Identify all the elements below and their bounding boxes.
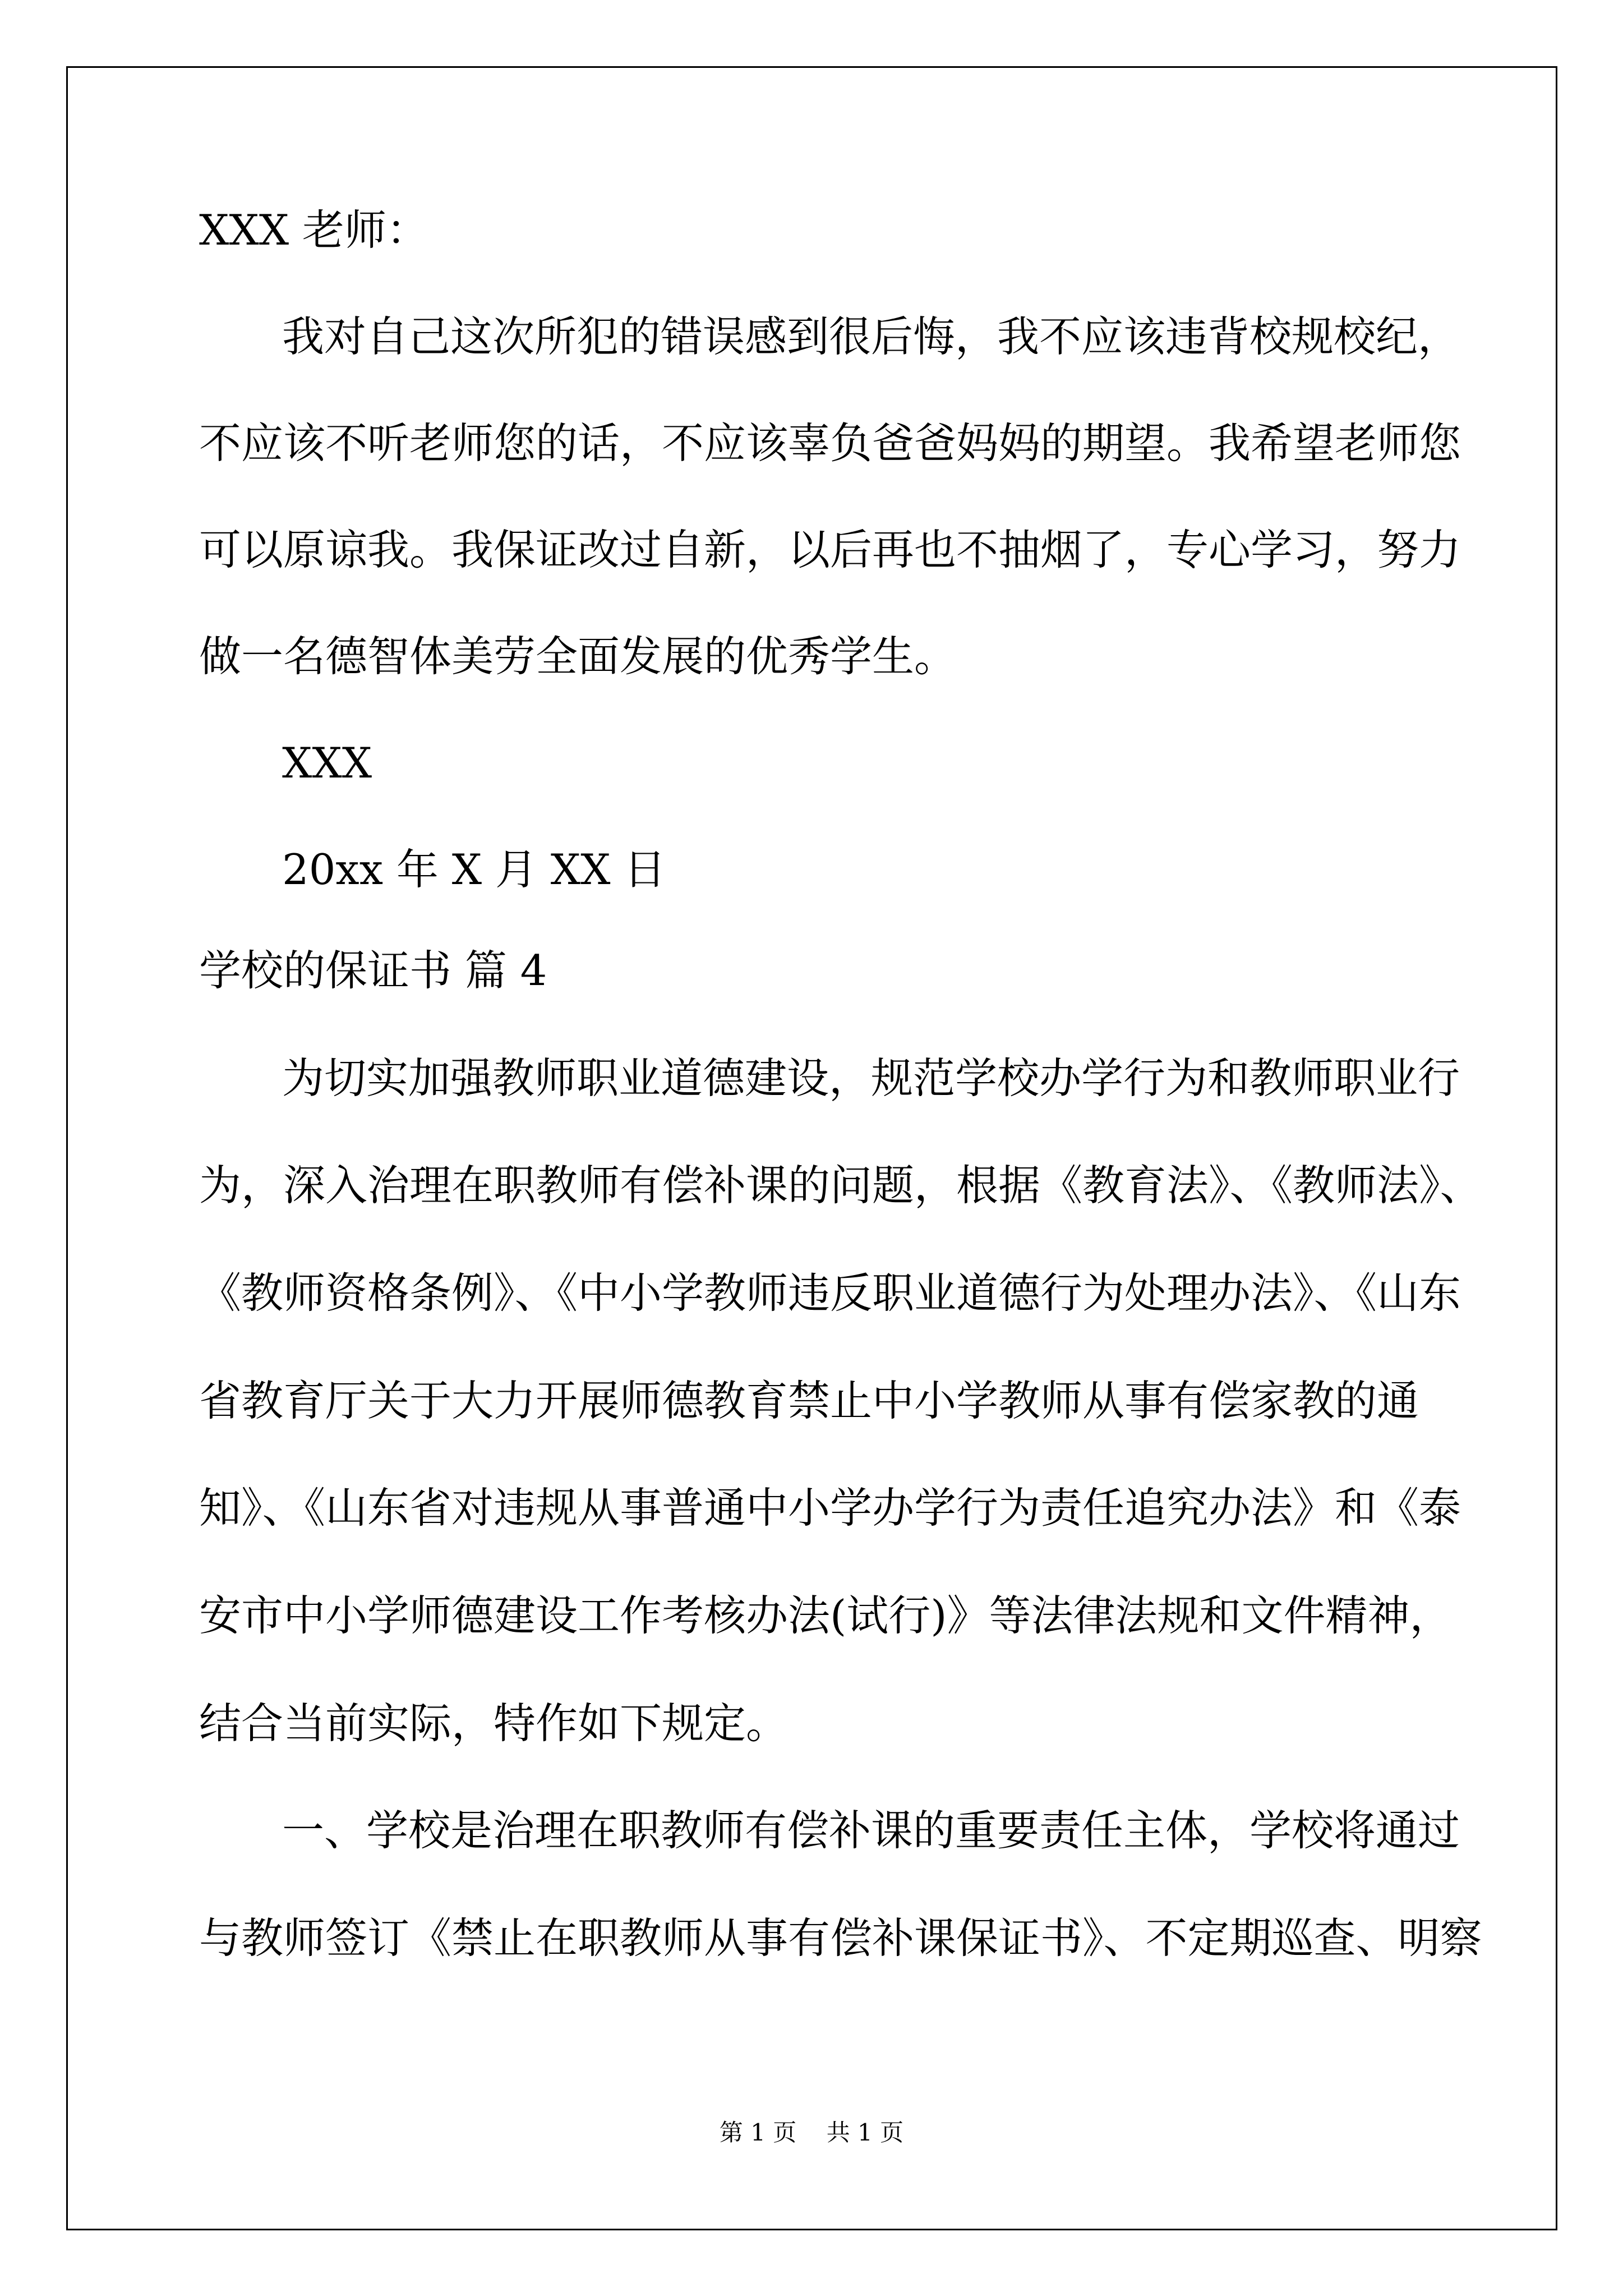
paragraph-2-line-1: 为切实加强教师职业道德建设，规范学校办学行为和教师职业行 [282,1053,1460,1103]
paragraph-1-line-2: 不应该不听老师您的话，不应该辜负爸爸妈妈的期望。我希望老师您 [199,418,1461,468]
paragraph-3-line-1: 一、学校是治理在职教师有偿补课的重要责任主体，学校将通过 [282,1806,1460,1855]
date: 20xx 年 X 月 XX 日 [282,845,666,894]
paragraph-2-line-7: 结合当前实际，特作如下规定。 [199,1699,789,1748]
paragraph-2-line-5: 知》、《山东省对违规从事普通中小学办学行为责任追究办法》和《泰 [199,1483,1461,1533]
paragraph-2-line-4: 省教育厅关于大力开展师德教育禁止中小学教师从事有偿家教的通 [199,1376,1419,1425]
paragraph-1-line-4: 做一名德智体美劳全面发展的优秀学生。 [199,632,957,681]
section-title: 学校的保证书 篇 4 [199,946,547,995]
paragraph-3-line-2: 与教师签订《禁止在职教师从事有偿补课保证书》、不定期巡查、明察 [199,1913,1482,1963]
signature: XXX [282,738,372,788]
paragraph-2-line-2: 为，深入治理在职教师有偿补课的问题，根据《教育法》、《教师法》、 [199,1161,1482,1210]
page-border [66,66,1557,2230]
paragraph-1-line-3: 可以原谅我。我保证改过自新，以后再也不抽烟了，专心学习，努力 [199,525,1461,574]
paragraph-1-line-1: 我对自己这次所犯的错误感到很后悔，我不应该违背校规校纪， [282,312,1460,361]
paragraph-2-line-6: 安市中小学师德建设工作考核办法(试行)》等法律法规和文件精神， [199,1591,1452,1640]
salutation: XXX 老师： [199,205,429,255]
paragraph-2-line-3: 《教师资格条例》、《中小学教师违反职业道德行为处理办法》、《山东 [199,1268,1461,1318]
page-number-footer: 第 1 页 共 1 页 [719,2119,904,2146]
